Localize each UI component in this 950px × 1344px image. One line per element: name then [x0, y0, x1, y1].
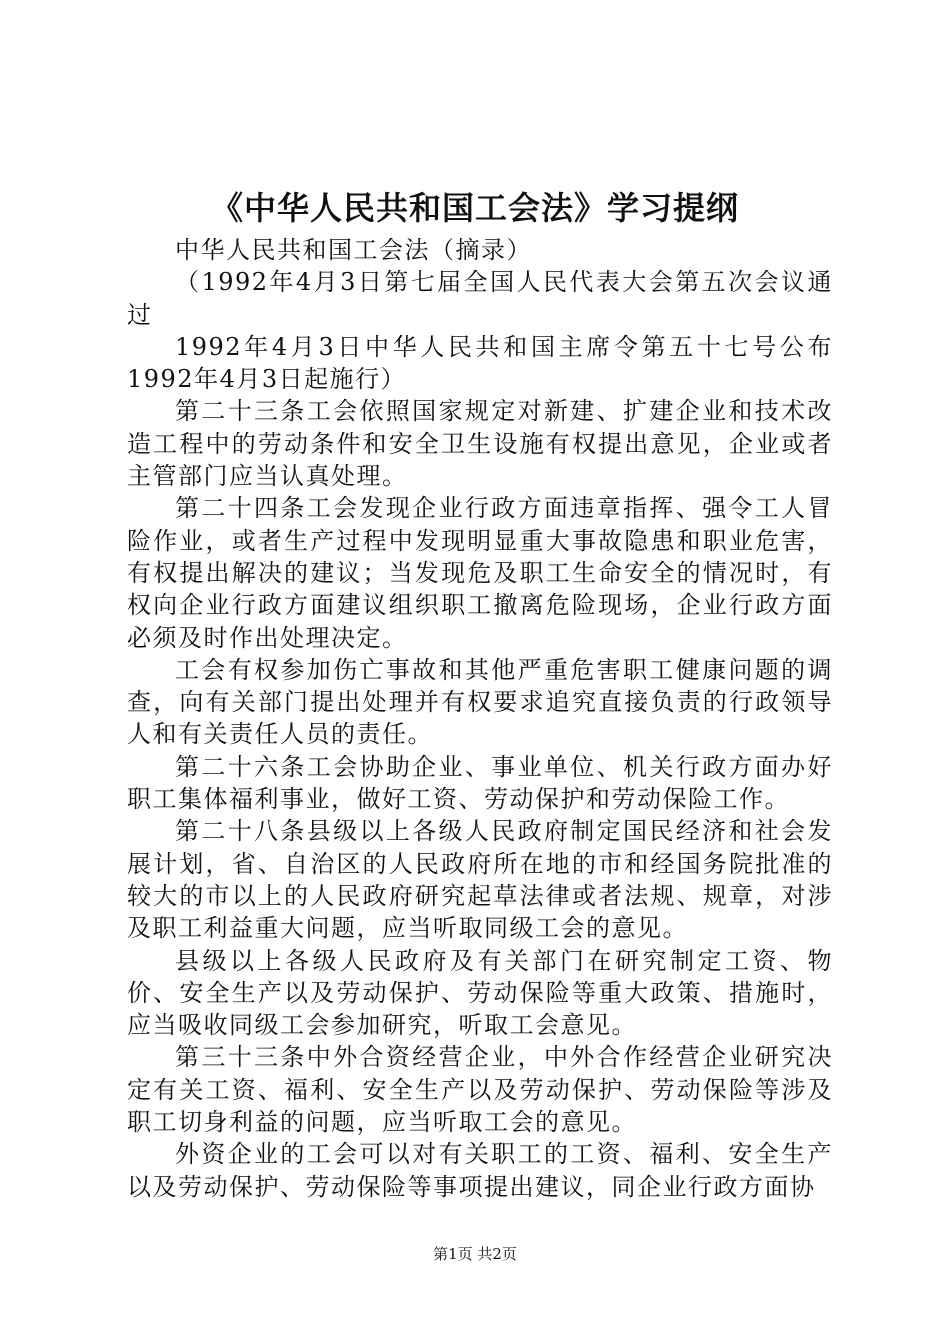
paragraph: 外资企业的工会可以对有关职工的工资、福利、安全生产以及劳动保护、劳动保险等事项提出建议，同企业行政方面协: [127, 1140, 833, 1201]
paragraph: 第二十三条工会依照国家规定对新建、扩建企业和技术改造工程中的劳动条件和安全卫生设施有权提出意见，企业或者主管部门应当认真处理。: [127, 397, 833, 491]
paragraph: 第三十三条中外合资经营企业，中外合作经营企业研究决定有关工资、福利、安全生产以及劳动保护、劳动保险等涉及职工切身利益的问题，应当听取工会的意见。: [127, 1043, 833, 1137]
paragraph: 第二十四条工会发现企业行政方面违章指挥、强令工人冒险作业，或者生产过程中发现明显重大事故隐患和职业危害，有权提出解决的建议；当发现危及职工生命安全的情况时，有权向企业行政方面建议组织职工撤离危险现场，企业行政方面必须及时作出处理决定。: [127, 494, 833, 652]
document-body: [127, 234, 833, 1203]
paragraph: （1992年4月3日第七届全国人民代表大会第五次会议通过: [127, 268, 833, 329]
paragraph: 1992年4月3日中华人民共和国主席令第五十七号公布1992年4月3日起施行）: [127, 332, 833, 394]
document-title: 《中华人民共和国工会法》学习提纲: [210, 189, 739, 227]
paragraph: 县级以上各级人民政府及有关部门在研究制定工资、物价、安全生产以及劳动保护、劳动保险等重大政策、措施时，应当吸收同级工会参加研究，听取工会意见。: [127, 946, 833, 1040]
paragraph: 第二十六条工会协助企业、事业单位、机关行政方面办好职工集体福利事业，做好工资、劳动保护和劳动保险工作。: [127, 752, 833, 814]
paragraph: 中华人民共和国工会法（摘录）: [175, 236, 532, 264]
page-footer: 第1页 共2页: [433, 1245, 517, 1263]
paragraph: 第二十八条县级以上各级人民政府制定国民经济和社会发展计划，省、自治区的人民政府所在地的市和经国务院批准的较大的市以上的人民政府研究起草法律或者法规、规章，对涉及职工利益重大问题，应当听取同级工会的意见。: [127, 817, 833, 943]
paragraph: 工会有权参加伤亡事故和其他严重危害职工健康问题的调查，向有关部门提出处理并有权要求追究直接负责的行政领导人和有关责任人员的责任。: [127, 655, 833, 749]
